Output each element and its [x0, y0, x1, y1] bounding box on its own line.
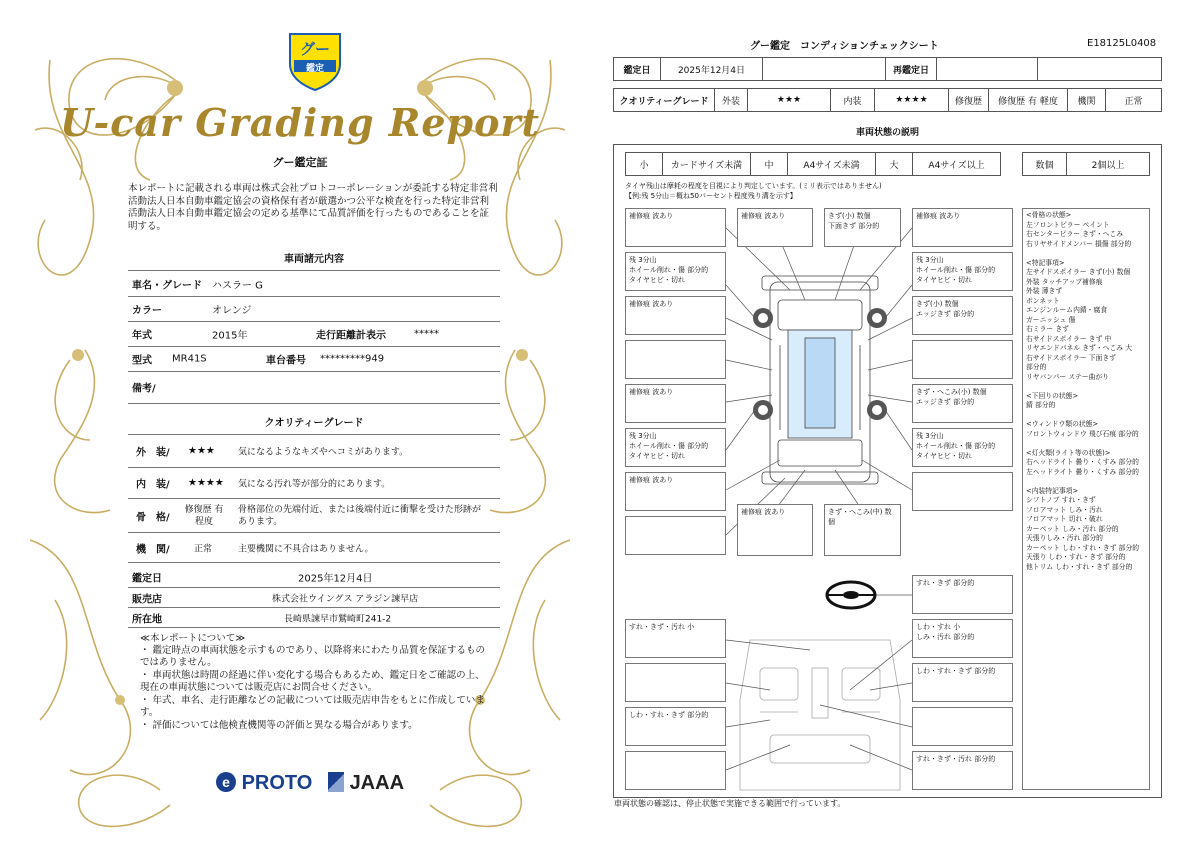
model-label: 型式 — [132, 355, 152, 367]
condition-box: しわ・すれ 小 しみ・汚れ 部分的 — [912, 619, 1013, 658]
repair-value: 修復歴 有 軽度 — [988, 88, 1068, 112]
size-desc-large: A4サイズ以上 — [912, 152, 1001, 176]
condition-box: きず・へこみ(中) 数個 — [824, 504, 901, 556]
size-key-several: 数個 — [1022, 152, 1067, 176]
interior-value: ★★★★ — [874, 88, 949, 112]
steering-wheel-icon — [827, 582, 875, 608]
notes-title: ≪本レポートについて≫ — [140, 633, 246, 644]
quality-label: 内 装/ — [136, 479, 170, 491]
note-item: ・ 車両状態は時間の経過に伴い変化する場合もあるため、鑑定日をご確認の上、現在の車両状態については販売店にお問合せください。 — [140, 670, 485, 693]
jaaa-logo-text: JAAA — [349, 772, 405, 794]
size-desc-several: 2個以上 — [1066, 152, 1150, 176]
interior-label: 内装 — [830, 88, 875, 112]
exterior-value: ★★★ — [747, 88, 831, 112]
year-value: 2015年 — [212, 330, 248, 342]
goo-kantei-badge — [286, 30, 344, 92]
engine-label: 機関 — [1067, 88, 1106, 112]
engine-value: 正常 — [1105, 88, 1162, 112]
note-item: ・ 年式、車名、走行距離などの記載については販売店申告をもとに作成しています。 — [140, 695, 485, 718]
report-subtitle: グー鑑定証 — [272, 156, 328, 169]
quality-value: ★★★★ — [188, 477, 224, 489]
note-item: ・ 鑑定時点の車両状態を示すものであり、以降将来にわたり品質を保証するものではありません。 — [140, 645, 486, 668]
quality-row-engine — [128, 533, 500, 563]
quality-row-interior — [128, 468, 500, 499]
quality-label: 機 関/ — [136, 544, 170, 555]
quality-desc: 気になる汚れ等が部分的にあります。 — [238, 479, 391, 490]
condition-box: 補修痕 波あり — [625, 208, 726, 247]
quality-heading: クオリティーグレード — [264, 418, 364, 429]
quality-desc: 気になるようなキズやヘコミがあります。 — [238, 447, 409, 458]
dealer-row — [128, 588, 500, 608]
appraisal-date-row — [128, 566, 500, 588]
chassis-label: 車台番号 — [266, 355, 306, 367]
address-label: 所在地 — [132, 614, 162, 625]
size-key-small: 小 — [625, 152, 663, 176]
dealer-value: 株式会社ウイングス アラジン諫早店 — [272, 594, 419, 604]
condition-box: 残 3分山 ホイール削れ・傷 部分的 タイヤヒビ・切れ — [912, 428, 1013, 467]
condition-box: すれ・きず・汚れ 部分的 — [912, 751, 1013, 790]
appraisal-date-value: 2025年12月4日 — [298, 573, 373, 584]
tire-note-1: タイヤ残山は摩耗の程度を目視により判定しています。(ミリ表示ではありません) — [625, 182, 882, 190]
quality-row-exterior — [128, 435, 500, 468]
exterior-label: 外装 — [714, 88, 748, 112]
special-notes-panel: <骨格の状態> 左フロントピラー ペイント 右センターピラー きず・へこみ 右リヤサイドメンバー 損傷 部分的 <特記事項> 左サイドスポイラー きず(小) 数個 外装 タッチアップ補修痕 外装 薄きず ボンネット エンジンルーム内錆・腐食 ガーニッシュ 傷 右ミラー きず 右サイドスポイラー きず 中 リヤエンドパネル きず・へこみ 大 右サイドスポイラー 下面きず 部分的 リヤバンパー ステー曲がり <下回りの状態> 錆 部分的 <ウィンドウ類の状態> フロントウィンドウ 飛び石痕 部分的 <灯火類(ライト等の状態)> 右ヘッドライト 曇り・くすみ 部分的 左ヘッドライト 曇り・くすみ 部分的 <内装特記事項> シフトノブ すれ・きず フロアマット しみ・汚れ フロアマット 切れ・破れ カーペット しみ・汚れ 部分的 天張りしみ・汚れ 部分的 カーペット しわ・すれ・きず 部分的 天張り しわ・すれ・きず 部分的 他トリム しわ・すれ・きず 部分的 — [1022, 208, 1150, 790]
condition-box: 補修痕 波あり — [737, 504, 813, 556]
quality-value: 修復歴 有 程度 — [184, 504, 224, 527]
quality-desc: 骨格部位の先端付近、または後端付近に衝撃を受けた形跡があります。 — [238, 504, 482, 527]
condition-box: しわ・すれ・きず 部分的 — [912, 663, 1013, 702]
vehicle-year-row — [128, 322, 500, 347]
appraisal-date-label: 鑑定日 — [132, 573, 162, 584]
appraisal-date-value: 2025年12月4日 — [660, 57, 763, 81]
condition-box — [625, 751, 726, 790]
condition-box: 残 3分山 ホイール削れ・傷 部分的 タイヤヒビ・切れ — [912, 252, 1013, 291]
year-label: 年式 — [132, 330, 152, 342]
mileage-value: ***** — [414, 328, 439, 340]
condition-box: しわ・すれ・きず 部分的 — [625, 707, 726, 746]
tire-note-2: 【例:残 5分山＝概ね50パーセント程度残り溝を示す】 — [625, 192, 797, 200]
badge-line2: 鑑定 — [305, 64, 324, 74]
note-item: ・ 評価については他検査機関等の評価と異なる場合があります。 — [140, 720, 418, 731]
condition-box: 残 3分山 ホイール削れ・傷 部分的 タイヤヒビ・切れ — [625, 428, 726, 467]
condition-box: すれ・きず 部分的 — [912, 575, 1013, 614]
remarks-label: 備考/ — [132, 383, 156, 395]
condition-heading: 車両状態の説明 — [613, 119, 1162, 145]
quality-value: ★★★ — [188, 445, 215, 457]
condition-box — [912, 707, 1013, 746]
mileage-label: 走行距離計表示 — [316, 330, 386, 342]
condition-box: 残 3分山 ホイール削れ・傷 部分的 タイヤヒビ・切れ — [625, 252, 726, 291]
sheet-footer: 車両状態の確認は、停止状態で実施できる範囲で行っています。 — [614, 799, 846, 808]
repair-label: 修復歴 — [948, 88, 989, 112]
condition-box: 補修痕 波あり — [912, 208, 1013, 247]
condition-box: すれ・きず・汚れ 小 — [625, 619, 726, 658]
condition-box — [625, 340, 726, 379]
sheet-title: グー鑑定 コンディションチェックシート — [750, 41, 939, 52]
jaaa-mark-icon — [328, 772, 344, 792]
color-value: オレンジ — [212, 305, 252, 317]
vehicle-name-row — [128, 271, 500, 297]
color-label: カラー — [132, 305, 162, 317]
reappraisal-date-label: 再鑑定日 — [885, 57, 937, 81]
address-row — [128, 608, 500, 628]
proto-mark-icon: e — [216, 772, 236, 792]
jaaa-logo — [328, 772, 404, 795]
proto-logo — [216, 772, 312, 795]
badge-line1: グー — [299, 40, 330, 58]
spec-heading: 車両諸元内容 — [284, 254, 344, 265]
chassis-value: *********949 — [320, 353, 385, 365]
condition-box — [625, 516, 726, 555]
report-title: U-car Grading Report — [59, 100, 541, 145]
quality-row-frame — [128, 499, 500, 533]
address-value: 長崎県諫早市鷲崎町241-2 — [284, 614, 392, 624]
condition-box — [912, 472, 1013, 511]
size-desc-small: カードサイズ未満 — [662, 152, 751, 176]
condition-box: 補修痕 波あり — [625, 384, 726, 423]
condition-box: きず・へこみ(小) 数個 エッジきず 部分的 — [912, 384, 1013, 423]
dealer-label: 販売店 — [132, 594, 162, 605]
condition-box: 補修痕 波あり — [625, 296, 726, 335]
sheet-id: E18125L0408 — [1087, 38, 1157, 49]
certification-text: 本レポートに記載される車両は株式会社プロトコーポレーションが委託する特定非営利活動法人日本自動車鑑定協会の資格保有者が厳選かつ公平な検査を行った特定非営利活動法人日本自動車鑑定協会の定める基準にて品質評価を行ったものであることを証明する。 — [128, 183, 498, 232]
condition-box — [625, 663, 726, 702]
vehicle-color-row — [128, 297, 500, 322]
condition-box: きず(小) 数個 エッジきず 部分的 — [912, 296, 1013, 335]
condition-box: 補修痕 波あり — [625, 472, 726, 511]
model-value: MR41S — [172, 353, 207, 365]
appraisal-date-label: 鑑定日 — [613, 57, 661, 81]
quality-grade-label: クオリティーグレード — [613, 88, 715, 112]
quality-desc: 主要機関に不具合はありません。 — [238, 544, 374, 554]
vehicle-name-label: 車名・グレード — [132, 280, 202, 291]
quality-value: 正常 — [194, 544, 213, 554]
condition-box: 補修痕 波あり — [737, 208, 813, 247]
quality-label: 骨 格/ — [136, 512, 170, 523]
condition-box: きず(小) 数個 下面きず 部分的 — [824, 208, 901, 247]
condition-box — [912, 340, 1013, 379]
condition-check-sheet — [600, 0, 1200, 848]
size-key-medium: 中 — [750, 152, 788, 176]
proto-logo-text: PROTO — [241, 772, 313, 794]
vehicle-model-row — [128, 347, 500, 372]
size-desc-medium: A4サイズ未満 — [787, 152, 876, 176]
quality-label: 外 装/ — [136, 447, 170, 459]
remarks-row — [128, 372, 500, 404]
size-key-large: 大 — [875, 152, 913, 176]
vehicle-name-value: ハスラー G — [212, 280, 263, 291]
